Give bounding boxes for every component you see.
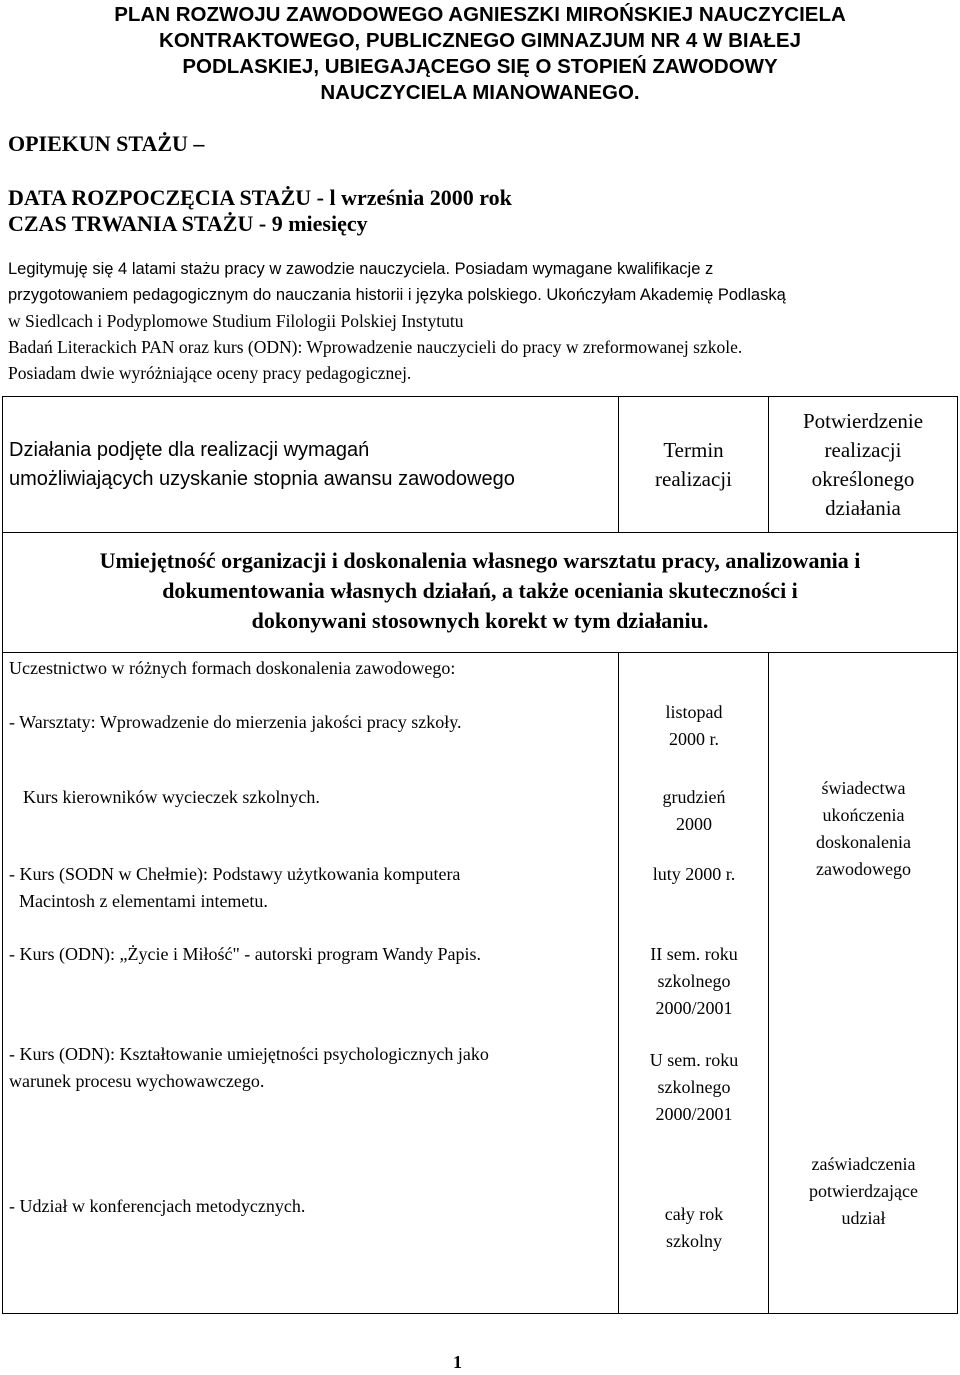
title-line: PLAN ROZWOJU ZAWODOWEGO AGNIESZKI MIROŃSKIEJ NAUCZYCIELA bbox=[114, 3, 846, 26]
term-line: listopad bbox=[665, 702, 723, 722]
term-item bbox=[619, 784, 769, 838]
czas-trwania: CZAS TRWANIA STAŻU - 9 miesięcy bbox=[8, 211, 368, 236]
activity-item bbox=[9, 941, 481, 968]
activity-item bbox=[9, 861, 460, 915]
table-header-row bbox=[3, 397, 958, 533]
section-title-line: dokumentowania własnych działań, a także oceniania skuteczności i bbox=[162, 577, 798, 603]
confirmation-line: zawodowego bbox=[816, 859, 911, 879]
activity-item bbox=[9, 1041, 489, 1095]
intro-line: Badań Literackich PAN oraz kurs (ODN): Wprowadzenie nauczycieli do pracy w zreformowanej szkole. bbox=[8, 337, 743, 357]
confirmation-line: świadectwa bbox=[821, 778, 906, 798]
confirmation-item bbox=[769, 1151, 958, 1232]
term-line: U sem. roku bbox=[649, 1050, 739, 1070]
term-line: II sem. roku bbox=[650, 944, 738, 964]
opiekun-stazu: OPIEKUN STAŻU – bbox=[8, 131, 205, 156]
section-title-line: Umiejętność organizacji i doskonalenia własnego warsztatu pracy, analizowania i bbox=[99, 547, 861, 573]
term-line: 2000 bbox=[676, 814, 712, 834]
header-termin-line: Termin bbox=[663, 437, 724, 462]
intro-line: Legitymuję się 4 latami stażu pracy w zawodzie nauczyciela. Posiadam wymagane kwalifikacje z bbox=[8, 260, 714, 278]
confirmation-item bbox=[769, 775, 958, 883]
activity-item bbox=[9, 709, 462, 736]
term-item bbox=[619, 941, 769, 1022]
activity-line: - Kurs (ODN): Kształtowanie umiejętności psychologicznych jako bbox=[9, 1044, 489, 1064]
confirmation-line: udział bbox=[841, 1208, 886, 1228]
confirmation-line: ukończenia bbox=[822, 805, 905, 825]
title-line: KONTRAKTOWEGO, PUBLICZNEGO GIMNAZJUM NR 4 W BIAŁEJ bbox=[159, 29, 801, 52]
activity-line: Macintosh z elementami intemetu. bbox=[19, 891, 268, 911]
intro-line: w Siedlcach i Podyplomowe Studium Filologii Polskiej Instytutu bbox=[8, 311, 464, 331]
section-row bbox=[3, 533, 958, 653]
confirmation-line: doskonalenia bbox=[816, 832, 911, 852]
term-line: 2000 r. bbox=[668, 729, 719, 749]
activity-item bbox=[23, 784, 320, 811]
term-item bbox=[619, 1201, 769, 1255]
data-rozpoczecia: DATA ROZPOCZĘCIA STAŻU - l września 2000 rok bbox=[8, 185, 512, 210]
confirmation-line: zaświadczenia bbox=[811, 1154, 916, 1174]
activity-line: Uczestnictwo w różnych formach doskonalenia zawodowego: bbox=[9, 658, 456, 678]
header-potwierdzenie bbox=[769, 397, 958, 533]
activity-line: - Kurs (SODN w Chełmie): Podstawy użytkowania komputera bbox=[9, 864, 461, 884]
header-potwierdzenie-line: realizacji bbox=[824, 437, 902, 462]
activities-row bbox=[3, 653, 958, 1314]
activity-item bbox=[9, 1193, 305, 1220]
intro-paragraph bbox=[8, 256, 958, 386]
terms-cell bbox=[619, 653, 769, 1314]
activities-cell bbox=[3, 653, 619, 1314]
confirmation-line: potwierdzające bbox=[809, 1181, 918, 1201]
term-line: szkolnego bbox=[657, 1077, 731, 1097]
confirmation-cell bbox=[769, 653, 958, 1314]
term-line: 2000/2001 bbox=[655, 1104, 733, 1124]
term-item bbox=[619, 861, 769, 888]
intro-line: Posiadam dwie wyróżniające oceny pracy pedagogicznej. bbox=[8, 363, 412, 383]
document-title bbox=[0, 2, 960, 106]
activity-line: warunek procesu wychowawczego. bbox=[9, 1071, 265, 1091]
activity-line: Kurs kierowników wycieczek szkolnych. bbox=[23, 787, 320, 807]
header-termin bbox=[619, 397, 769, 533]
page-number: 1 bbox=[453, 1352, 462, 1372]
term-line: cały rok bbox=[664, 1204, 724, 1224]
activity-line: - Kurs (ODN): „Życie i Miłość" - autorski program Wandy Papis. bbox=[9, 944, 481, 964]
intro-line: przygotowaniem pedagogicznym do nauczania historii i języka polskiego. Ukończyłam Akademię Podlaską bbox=[8, 286, 786, 304]
title-line: PODLASKIEJ, UBIEGAJĄCEGO SIĘ O STOPIEŃ ZAWODOWY bbox=[182, 55, 778, 78]
term-line: szkolny bbox=[666, 1231, 722, 1251]
section-title-line: dokonywani stosownych korekt w tym działaniu. bbox=[251, 607, 709, 633]
header-dzialania bbox=[3, 397, 619, 533]
term-line: grudzień bbox=[662, 787, 726, 807]
term-line: luty 2000 r. bbox=[652, 864, 736, 884]
header-dzialania-line: Działania podjęte dla realizacji wymagań bbox=[9, 438, 370, 461]
activity-intro bbox=[9, 655, 455, 682]
term-item bbox=[619, 1047, 769, 1128]
header-termin-line: realizacji bbox=[655, 466, 732, 491]
activity-line: - Udział w konferencjach metodycznych. bbox=[9, 1196, 306, 1216]
term-item bbox=[619, 699, 769, 753]
term-line: szkolnego bbox=[657, 971, 731, 991]
header-dzialania-line: umożliwiających uzyskanie stopnia awansu zawodowego bbox=[9, 467, 515, 490]
title-line: NAUCZYCIELA MIANOWANEGO. bbox=[320, 81, 640, 104]
plan-table bbox=[2, 396, 958, 1314]
header-potwierdzenie-line: określonego bbox=[811, 466, 915, 491]
header-potwierdzenie-line: działania bbox=[825, 495, 901, 520]
section-title bbox=[3, 533, 958, 653]
activity-line: - Warsztaty: Wprowadzenie do mierzenia jakości pracy szkoły. bbox=[9, 712, 462, 732]
header-potwierdzenie-line: Potwierdzenie bbox=[802, 408, 924, 433]
term-line: 2000/2001 bbox=[655, 998, 733, 1018]
